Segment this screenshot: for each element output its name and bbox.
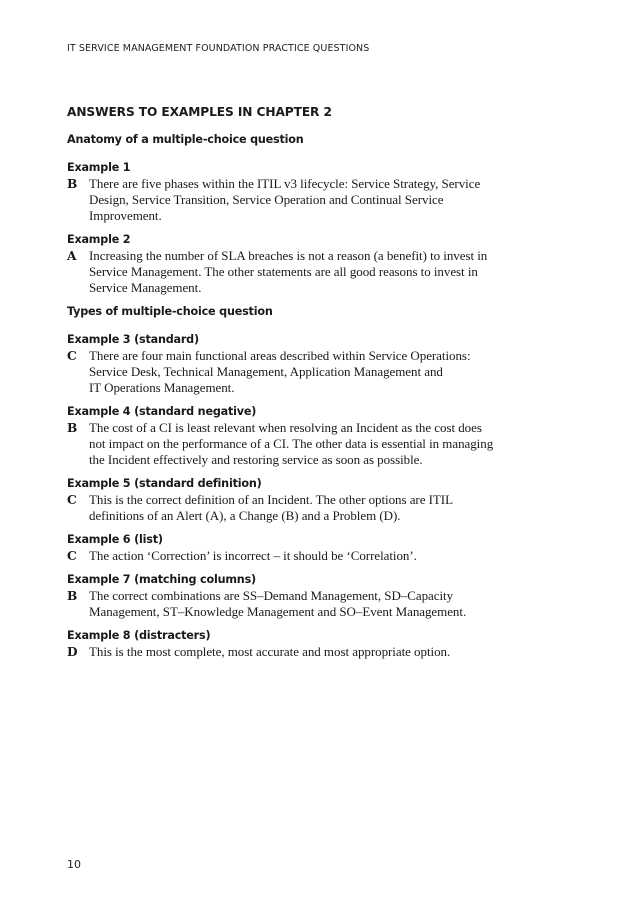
answer-explanation bbox=[89, 492, 547, 524]
chapter-heading: ANSWERS TO EXAMPLES IN CHAPTER 2 bbox=[67, 105, 332, 119]
example-title: Example 6 (list) bbox=[67, 533, 163, 546]
answer-row bbox=[67, 176, 547, 224]
example-title: Example 2 bbox=[67, 233, 131, 246]
explanation-line: Service Management. The other statements are all good reasons to invest in bbox=[89, 264, 478, 279]
example-block bbox=[67, 532, 547, 564]
answer-letter: D bbox=[67, 645, 78, 659]
explanation-line: IT Operations Management. bbox=[89, 380, 235, 395]
explanation-line: Improvement. bbox=[89, 208, 162, 223]
example-title: Example 3 (standard) bbox=[67, 333, 199, 346]
answer-letter: A bbox=[67, 249, 77, 263]
explanation-line: This is the correct definition of an Incident. The other options are ITIL bbox=[89, 492, 453, 507]
example-title: Example 8 (distracters) bbox=[67, 629, 211, 642]
answer-letter: C bbox=[67, 349, 77, 363]
explanation-line: definitions of an Alert (A), a Change (B) and a Problem (D). bbox=[89, 508, 401, 523]
section-heading: Anatomy of a multiple-choice question bbox=[67, 133, 304, 146]
explanation-line: Design, Service Transition, Service Operation and Continual Service bbox=[89, 192, 444, 207]
explanation-line: There are four main functional areas described within Service Operations: bbox=[89, 348, 471, 363]
example-block bbox=[67, 404, 547, 468]
answer-explanation bbox=[89, 248, 547, 296]
answer-letter: C bbox=[67, 493, 77, 507]
explanation-line: The action ‘Correction’ is incorrect – it should be ‘Correlation’. bbox=[89, 548, 417, 563]
explanation-line: not impact on the performance of a CI. The other data is essential in managing bbox=[89, 436, 494, 451]
answer-letter: B bbox=[67, 589, 78, 603]
explanation-line: Management, ST–Knowledge Management and SO–Event Management. bbox=[89, 604, 467, 619]
example-block bbox=[67, 232, 547, 296]
example-block bbox=[67, 160, 547, 224]
example-title: Example 7 (matching columns) bbox=[67, 573, 256, 586]
explanation-line: This is the most complete, most accurate and most appropriate option. bbox=[89, 644, 451, 659]
section-heading: Types of multiple-choice question bbox=[67, 305, 273, 318]
answer-row bbox=[67, 492, 547, 524]
answer-row bbox=[67, 548, 547, 564]
answer-row bbox=[67, 588, 547, 620]
page-number: 10 bbox=[67, 858, 81, 871]
answer-row bbox=[67, 644, 547, 660]
answer-explanation bbox=[89, 176, 547, 224]
answer-letter: B bbox=[67, 421, 78, 435]
answer-row bbox=[67, 348, 547, 396]
answer-letter: B bbox=[67, 177, 78, 191]
example-block bbox=[67, 628, 547, 660]
explanation-line: Increasing the number of SLA breaches is not a reason (a benefit) to invest in bbox=[89, 248, 488, 263]
answer-explanation bbox=[89, 420, 547, 468]
answer-row bbox=[67, 248, 547, 296]
answers-content bbox=[67, 104, 547, 660]
example-title: Example 1 bbox=[67, 161, 131, 174]
example-title: Example 4 (standard negative) bbox=[67, 405, 257, 418]
explanation-line: The cost of a CI is least relevant when resolving an Incident as the cost does bbox=[89, 420, 482, 435]
example-title: Example 5 (standard definition) bbox=[67, 477, 262, 490]
explanation-line: Service Management. bbox=[89, 280, 202, 295]
answer-letter: C bbox=[67, 549, 77, 563]
answer-explanation bbox=[89, 348, 547, 396]
explanation-line: There are five phases within the ITIL v3 lifecycle: Service Strategy, Service bbox=[89, 176, 481, 191]
running-head: IT SERVICE MANAGEMENT FOUNDATION PRACTICE QUESTIONS bbox=[67, 43, 370, 54]
answer-explanation bbox=[89, 644, 547, 660]
answer-explanation bbox=[89, 548, 547, 564]
explanation-line: The correct combinations are SS–Demand Management, SD–Capacity bbox=[89, 588, 454, 603]
example-block bbox=[67, 572, 547, 620]
explanation-line: Service Desk, Technical Management, Application Management and bbox=[89, 364, 443, 379]
example-block bbox=[67, 332, 547, 396]
explanation-line: the Incident effectively and restoring service as soon as possible. bbox=[89, 452, 423, 467]
example-block bbox=[67, 476, 547, 524]
answer-explanation bbox=[89, 588, 547, 620]
answer-row bbox=[67, 420, 547, 468]
